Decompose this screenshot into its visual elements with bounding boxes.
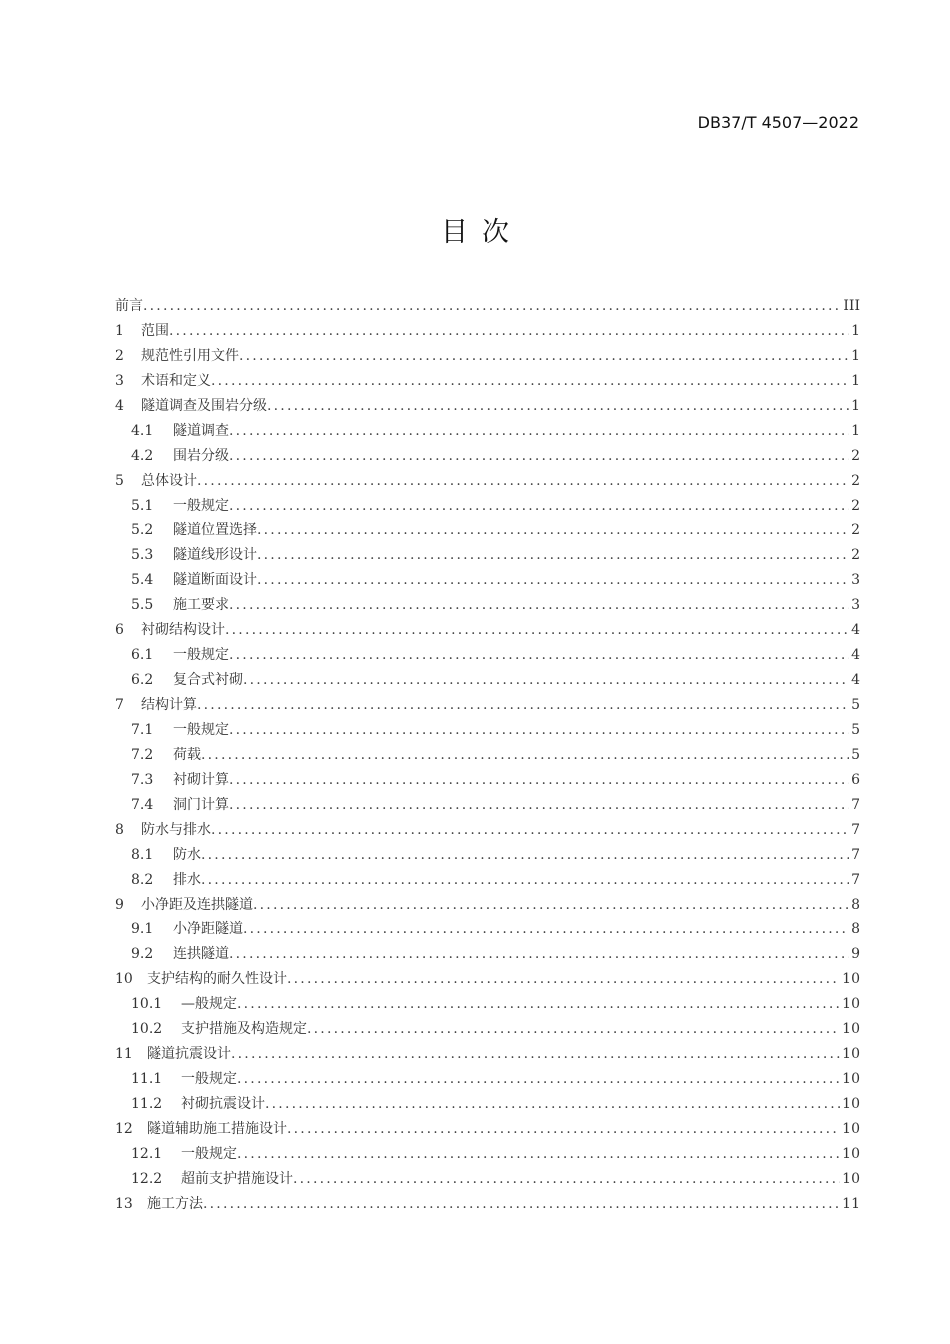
dot-leader	[257, 543, 849, 568]
toc-entry-page: 2	[851, 497, 860, 514]
toc-entry-label: 衬砌抗震设计	[181, 1096, 265, 1112]
toc-entry-number: 5.3	[131, 547, 154, 564]
dot-leader	[229, 419, 849, 444]
toc-entry-label: 隧道调查	[173, 422, 229, 439]
toc-entry[interactable]	[115, 469, 860, 494]
toc-entry-page: 7	[851, 821, 860, 838]
dot-leader	[293, 1167, 840, 1192]
toc-entry[interactable]	[115, 543, 860, 568]
toc-entry-number: 11.1	[131, 1071, 163, 1088]
toc-entry-number: 5.4	[131, 572, 154, 589]
toc-entry-page: 10	[842, 1120, 860, 1137]
toc-entry-page: III	[843, 298, 860, 314]
dot-leader	[307, 1017, 840, 1042]
toc-entry[interactable]	[115, 1167, 860, 1192]
toc-entry-label: —般规定	[181, 996, 237, 1013]
toc-entry-page: 5	[851, 746, 860, 763]
toc-entry-page: 3	[851, 597, 860, 614]
toc-entry-page: 9	[851, 946, 860, 963]
toc-entry-label: 隧道断面设计	[173, 572, 257, 589]
toc-entry-label: 术语和定义	[141, 372, 211, 389]
toc-entry-label: 前言	[115, 298, 143, 314]
toc-entry-number: 4.1	[131, 422, 154, 439]
dot-leader	[253, 893, 849, 918]
toc-entry-label: 复合式衬砌	[173, 672, 243, 689]
toc-entry-label: 衬砌计算	[173, 771, 229, 788]
dot-leader	[229, 942, 849, 967]
toc-entry-number: 8	[115, 821, 124, 838]
toc-entry[interactable]	[115, 743, 860, 768]
toc-entry-page: 1	[851, 422, 860, 439]
toc-entry-number: 1	[115, 322, 124, 339]
toc-entry-label: 施工方法	[147, 1195, 203, 1212]
toc-entry-number: 8.1	[131, 846, 154, 863]
toc-entry[interactable]	[115, 693, 860, 718]
toc-entry[interactable]	[115, 843, 860, 868]
toc-entry-label: 隧道线形设计	[173, 547, 257, 564]
toc-entry-page: 11	[842, 1195, 860, 1212]
toc-entry[interactable]	[115, 942, 860, 967]
toc-entry-number: 6.1	[131, 647, 154, 664]
dot-leader	[201, 743, 849, 768]
toc-entry-label: 洞门计算	[173, 796, 229, 813]
toc-entry[interactable]	[115, 319, 860, 344]
toc-entry-number: 10	[115, 971, 133, 988]
dot-leader	[211, 818, 849, 843]
dot-leader	[231, 1042, 840, 1067]
toc-entry-page: 10	[842, 996, 860, 1013]
toc-entry-page: 3	[851, 572, 860, 589]
dot-leader	[201, 868, 849, 893]
toc-entry[interactable]	[115, 518, 860, 543]
toc-entry-number: 8.2	[131, 871, 154, 888]
dot-leader	[143, 294, 841, 319]
dot-leader	[229, 718, 849, 743]
toc-entry-number: 6	[115, 622, 124, 639]
dot-leader	[237, 1067, 840, 1092]
toc-entry-page: 5	[851, 721, 860, 738]
toc-entry[interactable]	[115, 419, 860, 444]
toc-entry[interactable]	[115, 1042, 860, 1067]
toc-entry-number: 7.2	[131, 746, 154, 763]
dot-leader	[237, 1142, 840, 1167]
toc-entry-page: 2	[851, 547, 860, 564]
dot-leader	[229, 768, 849, 793]
dot-leader	[229, 793, 849, 818]
toc-entry-page: 1	[851, 372, 860, 389]
toc-entry[interactable]	[115, 818, 860, 843]
toc-entry-label: 小净距及连拱隧道	[141, 896, 253, 913]
dot-leader	[229, 494, 849, 519]
toc-entry-label: 围岩分级	[173, 447, 229, 464]
toc-entry[interactable]	[115, 992, 860, 1017]
toc-entry-label: 一般规定	[173, 647, 229, 664]
toc-entry-number: 4.2	[131, 447, 154, 464]
toc-entry-page: 8	[851, 921, 860, 938]
toc-entry[interactable]	[115, 893, 860, 918]
toc-entry-number: 12.1	[131, 1145, 163, 1162]
toc-entry-number: 3	[115, 372, 124, 389]
toc-entry-page: 5	[851, 697, 860, 713]
toc-entry-page: 7	[851, 796, 860, 813]
toc-entry-number: 2	[115, 347, 124, 364]
toc-entry-page: 10	[842, 1170, 860, 1187]
toc-entry-label: 一般规定	[181, 1071, 237, 1088]
toc-entry-number: 11.2	[131, 1096, 163, 1112]
toc-entry-page: 8	[851, 896, 860, 913]
toc-entry-label: 规范性引用文件	[141, 347, 239, 364]
toc-entry-page: 10	[842, 1145, 860, 1162]
dot-leader	[169, 319, 849, 344]
toc-entry-label: 荷载	[173, 746, 201, 763]
toc-entry-label: 防水	[173, 846, 201, 863]
dot-leader	[237, 992, 840, 1017]
toc-entry[interactable]	[115, 344, 860, 369]
toc-entry-label: 支护结构的耐久性设计	[147, 971, 287, 988]
toc-entry[interactable]	[115, 494, 860, 519]
toc-entry-label: 施工要求	[173, 597, 229, 614]
toc-entry-page: 4	[851, 672, 860, 689]
document-code: DB37/T 4507—2022	[697, 113, 859, 132]
dot-leader	[201, 843, 849, 868]
toc-entry-page: 10	[842, 1071, 860, 1088]
toc-entry-label: 隧道位置选择	[173, 522, 257, 539]
toc-entry-number: 4	[115, 397, 124, 414]
toc-entry[interactable]	[115, 444, 860, 469]
dot-leader	[197, 693, 849, 718]
toc-entry[interactable]	[115, 793, 860, 818]
toc-entry-number: 9.2	[131, 946, 154, 963]
toc-entry[interactable]	[115, 369, 860, 394]
toc-entry-label: 范围	[141, 322, 169, 339]
dot-leader	[287, 1117, 840, 1142]
dot-leader	[229, 444, 849, 469]
toc-entry-number: 6.2	[131, 672, 154, 689]
toc-entry[interactable]	[115, 618, 860, 643]
dot-leader	[243, 917, 849, 942]
toc-entry-label: 超前支护措施设计	[181, 1170, 293, 1187]
dot-leader	[225, 618, 849, 643]
toc-entry[interactable]	[115, 917, 860, 942]
toc-entry-number: 5	[115, 472, 124, 489]
toc-entry-label: 一般规定	[173, 497, 229, 514]
toc-entry-number: 5.5	[131, 597, 154, 614]
toc-entry[interactable]	[115, 1142, 860, 1167]
toc-entry-page: 10	[842, 1096, 860, 1112]
toc-entry[interactable]	[115, 593, 860, 618]
toc-entry-label: 防水与排水	[141, 821, 211, 838]
toc-entry-number: 9	[115, 896, 124, 913]
toc-entry-label: 连拱隧道	[173, 946, 229, 963]
toc-entry[interactable]	[115, 1092, 860, 1117]
toc-entry-page: 2	[851, 522, 860, 539]
dot-leader	[257, 518, 849, 543]
toc-entry-number: 7.3	[131, 771, 154, 788]
table-of-contents	[115, 294, 860, 1217]
dot-leader	[239, 344, 849, 369]
dot-leader	[229, 593, 849, 618]
toc-entry-label: 排水	[173, 871, 201, 888]
toc-entry-page: 1	[851, 322, 860, 339]
toc-entry-page: 4	[851, 622, 860, 639]
toc-entry-label: 隧道抗震设计	[147, 1046, 231, 1063]
toc-entry-page: 6	[851, 771, 860, 788]
toc-entry[interactable]	[115, 294, 860, 319]
toc-entry-page: 1	[851, 397, 860, 414]
toc-entry-number: 13	[115, 1195, 133, 1212]
toc-entry[interactable]	[115, 1192, 860, 1217]
dot-leader	[267, 394, 849, 419]
toc-entry-number: 9.1	[131, 921, 154, 938]
toc-entry-page: 10	[842, 971, 860, 988]
dot-leader	[197, 469, 849, 494]
toc-entry-page: 10	[842, 1046, 860, 1063]
toc-entry[interactable]	[115, 643, 860, 668]
toc-entry-number: 11	[115, 1046, 133, 1063]
toc-entry-label: 小净距隧道	[173, 921, 243, 938]
toc-entry-page: 4	[851, 647, 860, 664]
dot-leader	[211, 369, 849, 394]
toc-entry-label: 隧道辅助施工措施设计	[147, 1120, 287, 1137]
dot-leader	[257, 568, 849, 593]
toc-entry-number: 5.2	[131, 522, 154, 539]
page-title: 目次	[441, 217, 523, 248]
dot-leader	[265, 1092, 840, 1117]
toc-entry-label: 结构计算	[141, 697, 197, 713]
toc-entry[interactable]	[115, 1067, 860, 1092]
toc-entry-page: 1	[851, 347, 860, 364]
toc-entry-label: 总体设计	[141, 472, 197, 489]
toc-entry-number: 12	[115, 1120, 133, 1137]
toc-entry[interactable]	[115, 668, 860, 693]
toc-entry-number: 7.4	[131, 796, 154, 813]
toc-entry-label: 一般规定	[181, 1145, 237, 1162]
toc-entry[interactable]	[115, 768, 860, 793]
toc-entry-page: 10	[842, 1021, 860, 1038]
toc-entry-number: 10.1	[131, 996, 163, 1013]
toc-entry-label: 一般规定	[173, 721, 229, 738]
toc-entry[interactable]	[115, 1117, 860, 1142]
toc-entry[interactable]	[115, 868, 860, 893]
toc-entry-number: 7	[115, 697, 124, 713]
toc-entry-number: 7.1	[131, 721, 154, 738]
toc-entry-number: 10.2	[131, 1021, 163, 1038]
toc-entry[interactable]	[115, 394, 860, 419]
toc-entry-label: 隧道调查及围岩分级	[141, 397, 267, 414]
toc-entry-page: 2	[851, 447, 860, 464]
dot-leader	[203, 1192, 840, 1217]
toc-entry-number: 5.1	[131, 497, 154, 514]
toc-entry[interactable]	[115, 568, 860, 593]
toc-entry-page: 7	[851, 846, 860, 863]
toc-entry-label: 支护措施及构造规定	[181, 1021, 307, 1038]
dot-leader	[243, 668, 849, 693]
dot-leader	[287, 967, 840, 992]
toc-entry-number: 12.2	[131, 1170, 163, 1187]
toc-entry-page: 7	[851, 871, 860, 888]
toc-entry[interactable]	[115, 1017, 860, 1042]
toc-entry-page: 2	[851, 472, 860, 489]
dot-leader	[229, 643, 849, 668]
toc-entry[interactable]	[115, 967, 860, 992]
toc-entry[interactable]	[115, 718, 860, 743]
toc-entry-label: 衬砌结构设计	[141, 622, 225, 639]
